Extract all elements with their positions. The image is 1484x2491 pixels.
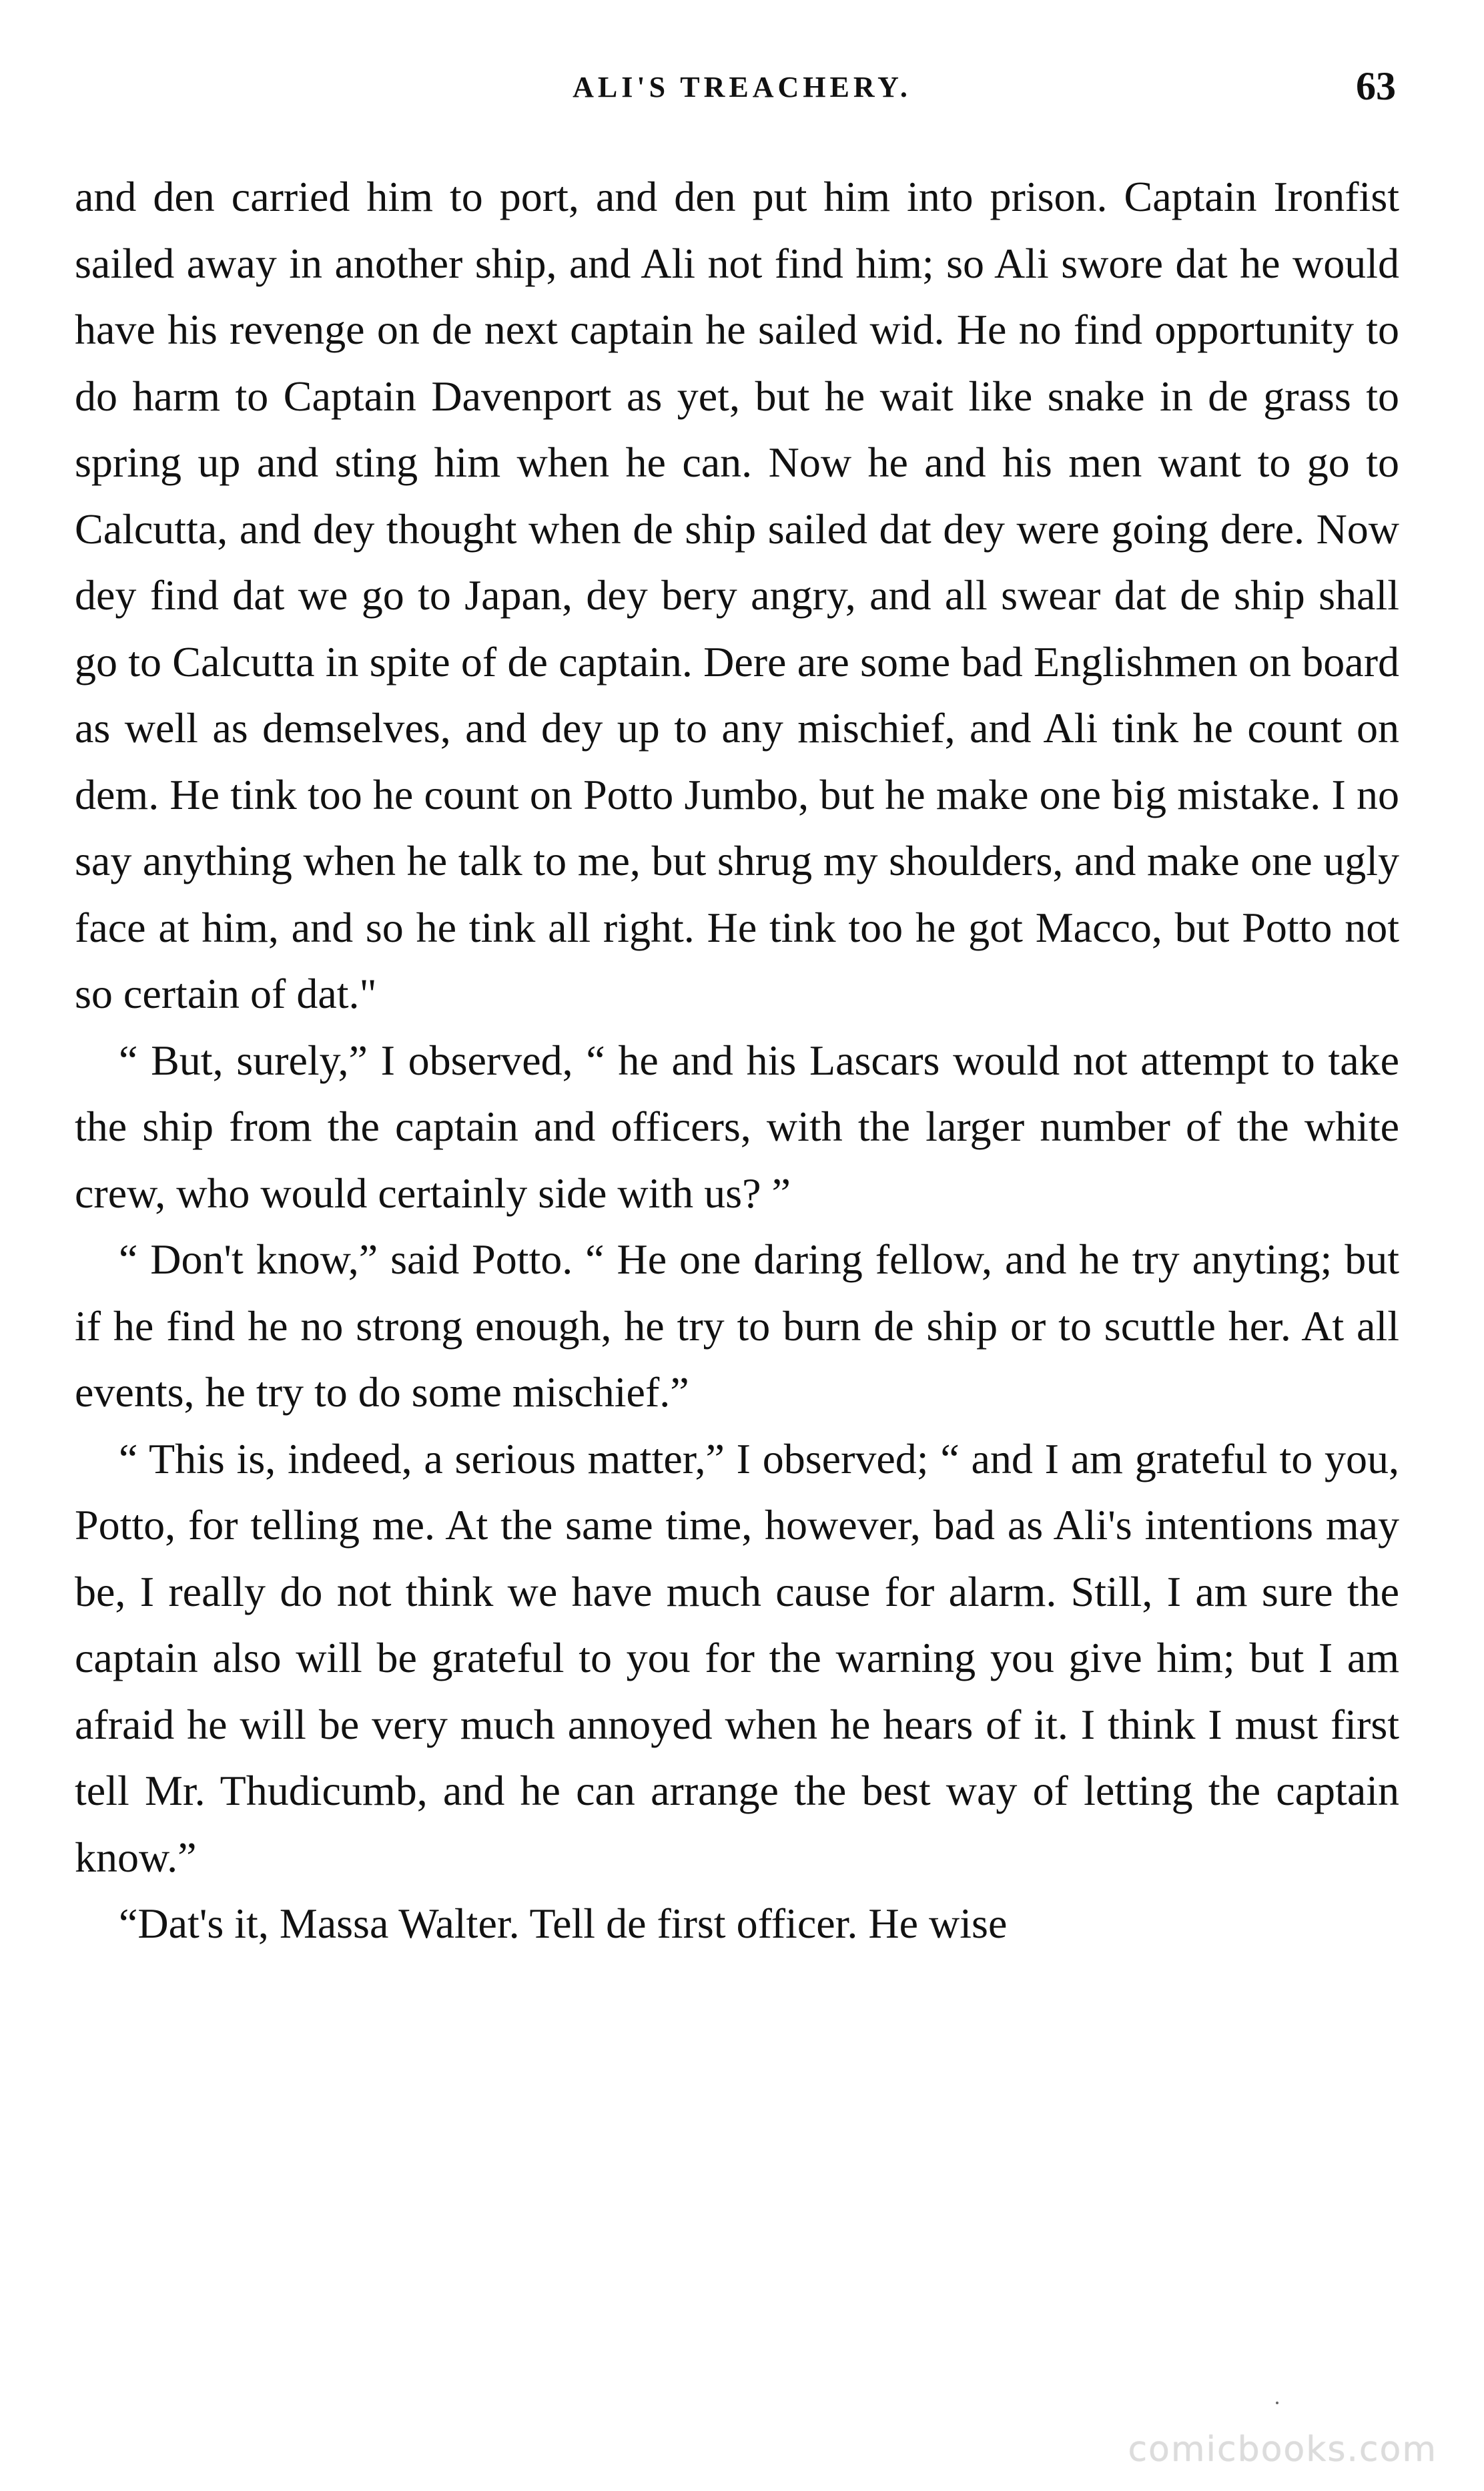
paragraph: “ This is, indeed, a serious matter,” I observed; “ and I am grateful to you, Potto, for telling me. At the same time, however, bad as Ali's intentions may be, I really do not think we have much cause for alarm. Still, I am sure the captain also will be grateful to you for the warning you give him; but I am afraid he will be very much annoyed when he hears of it. I think I must first tell Mr. Thudicumb, and he can arrange the best way of letting the captain know.” <box>75 1434 1399 1881</box>
paragraph: “ Don't know,” said Potto. “ He one daring fellow, and he try anyting; but if he find he no strong enough, he try to burn de ship or to scuttle her. At all events, he try to do some mischief.” <box>75 1235 1399 1416</box>
paragraph-last: “Dat's it, Massa Walter. Tell de first officer. He wise <box>119 1900 1008 1947</box>
running-title: ALI'S TREACHERY. <box>573 71 911 103</box>
paragraph-continued: and den carried him to port, and den put him into prison. Captain Ironfist sailed away in another ship, and Ali not find him; so Ali swore dat he would have his revenge on de next captain he sailed wid. He no find opportunity to do harm to Captain Davenport as yet, but he wait like snake in de grass to spring up and sting him when he can. Now he and his men want to go to Calcutta, and dey thought when de ship sailed dat dey were going dere. Now dey find dat we go to Japan, dey bery angry, and all swear dat de ship shall go to Calcutta in spite of de captain. Dere are some bad Englishmen on board as well as demselves, and dey up to any mischief, and Ali tink he count on dem. He tink too he count on Potto Jumbo, but he make one big mistake. I no say anything when he talk to me, but shrug my shoulders, and make one ugly face at him, and so he tink all right. He tink too he got Macco, but Potto not so certain of dat." <box>75 173 1399 1017</box>
paragraph: “ But, surely,” I observed, “ he and his Lascars would not attempt to take the ship from the captain and officers, with the larger number of the white crew, who would certainly side with us? ” <box>75 1036 1399 1217</box>
page-number: 63 <box>1356 64 1396 108</box>
page-header <box>0 63 1484 117</box>
watermark: comicbooks.com <box>1128 2430 1437 2470</box>
body-text <box>75 164 1399 1957</box>
print-speck <box>1276 2402 1278 2404</box>
